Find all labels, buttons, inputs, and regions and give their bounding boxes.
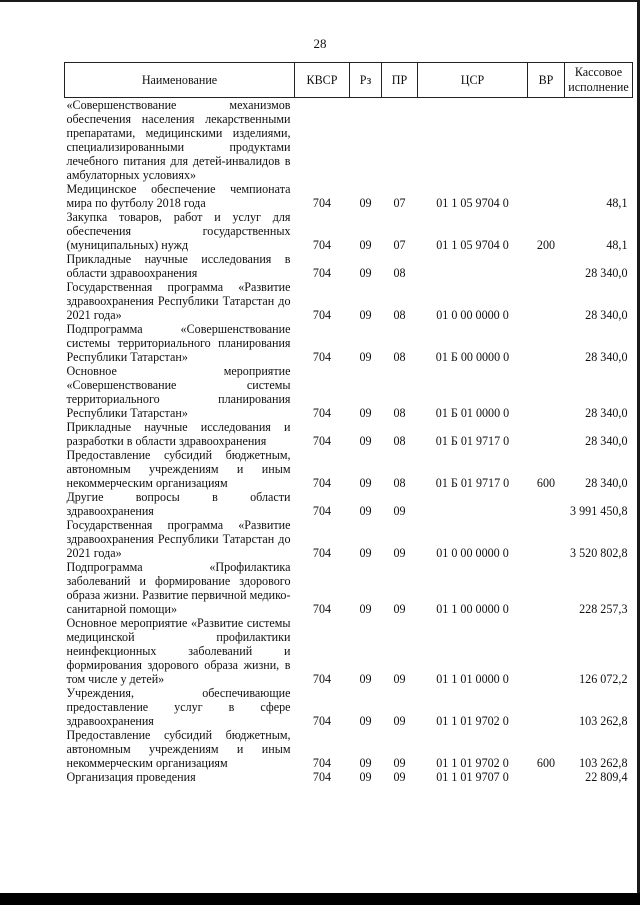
header-cash-execution-line1: Кассовое [574, 65, 623, 79]
header-csr: ЦСР [418, 63, 528, 98]
cell-name: Закупка товаров, работ и услуг для обеспечения государственных (муниципальных) нужд [66, 210, 291, 252]
cell-cash-execution: 22 809,4 [585, 770, 628, 784]
cell-rz: 09 [359, 672, 372, 686]
scan-edge-bottom [0, 893, 640, 905]
cell-name: Государственная программа «Развитие здравоохранения Республики Татарстан до 2021 года» [66, 518, 291, 560]
cell-pr: 09 [393, 770, 406, 784]
cell-rz: 09 [359, 434, 372, 448]
page-number: 28 [313, 36, 327, 51]
cell-kvsr: 704 [312, 476, 332, 490]
table-body [65, 98, 633, 785]
header-vr: ВР [528, 63, 565, 98]
cell-rz: 09 [359, 196, 372, 210]
cell-vr [528, 518, 565, 560]
cell-csr: 01 0 00 0000 0 [436, 546, 509, 560]
cell-csr: 01 1 05 9704 0 [436, 238, 509, 252]
cell-kvsr: 704 [312, 672, 332, 686]
cell-rz: 09 [359, 238, 372, 252]
cell-csr: 01 Б 01 9717 0 [435, 476, 510, 490]
table-row [65, 616, 633, 686]
cell-cash-execution: 103 262,8 [579, 756, 628, 770]
cell-name: Медицинское обеспечение чемпионата мира по футболу 2018 года [66, 182, 291, 210]
cell-csr [418, 252, 528, 280]
header-row [65, 63, 633, 98]
cell-csr: 01 Б 00 0000 0 [435, 350, 510, 364]
cell-kvsr: 704 [312, 756, 332, 770]
header-cash-execution-line2: исполнение [568, 80, 629, 94]
cell-pr: 09 [393, 756, 406, 770]
cell-cash-execution: 3 991 450,8 [570, 504, 628, 518]
cell-name: Другие вопросы в области здравоохранения [66, 490, 291, 518]
cell-csr: 01 1 05 9704 0 [436, 196, 509, 210]
cell-pr [382, 98, 418, 183]
table-row [65, 322, 633, 364]
cell-rz [350, 98, 382, 183]
header-pr: ПР [382, 63, 418, 98]
cell-cash-execution: 28 340,0 [585, 308, 628, 322]
cell-rz: 09 [359, 602, 372, 616]
table-header [65, 63, 633, 98]
cell-csr: 01 1 01 9702 0 [436, 756, 509, 770]
cell-kvsr: 704 [312, 308, 332, 322]
cell-rz: 09 [359, 406, 372, 420]
cell-name: Организация проведения [66, 770, 196, 784]
cell-pr: 09 [393, 602, 406, 616]
cell-cash-execution: 28 340,0 [585, 350, 628, 364]
cell-rz: 09 [359, 350, 372, 364]
table-row [65, 448, 633, 490]
cell-pr: 08 [393, 308, 406, 322]
cell-csr [418, 98, 528, 183]
cell-name: Подпрограмма «Совершенствование системы территориального планирования Республики Татарстан» [66, 322, 291, 364]
cell-cash-execution: 3 520 802,8 [570, 546, 628, 560]
cell-rz: 09 [359, 770, 372, 784]
cell-rz: 09 [359, 476, 372, 490]
cell-vr [528, 560, 565, 616]
cell-rz: 09 [359, 756, 372, 770]
table-row [65, 252, 633, 280]
cell-cash-execution: 28 340,0 [585, 434, 628, 448]
cell-vr [528, 280, 565, 322]
cell-pr: 09 [393, 546, 406, 560]
cell-pr: 07 [393, 238, 406, 252]
cell-name: Основное мероприятие «Развитие системы медицинской профилактики неинфекционных заболеваний и формирования здорового образа жизни, в том числе у детей» [66, 616, 291, 686]
table-row [65, 560, 633, 616]
table-row [65, 182, 633, 210]
cell-vr: 600 [536, 756, 556, 770]
header-kvsr: КВСР [295, 63, 350, 98]
cell-kvsr: 704 [312, 350, 332, 364]
cell-cash-execution: 228 257,3 [579, 602, 628, 616]
cell-name: Государственная программа «Развитие здравоохранения Республики Татарстан до 2021 года» [66, 280, 291, 322]
cell-kvsr: 704 [312, 714, 332, 728]
cell-pr: 08 [393, 476, 406, 490]
cell-vr [528, 686, 565, 728]
cell-name: Основное мероприятие «Совершенствование системы территориального планирования Республики Татарстан» [66, 364, 291, 420]
cell-vr [528, 616, 565, 686]
header-cash-execution [565, 63, 633, 98]
cell-cash-execution: 28 340,0 [585, 406, 628, 420]
cell-csr: 01 Б 01 9717 0 [435, 434, 510, 448]
cell-name: Учреждения, обеспечивающие предоставление услуг в сфере здравоохранения [66, 686, 291, 728]
cell-csr: 01 1 00 0000 0 [436, 602, 509, 616]
cell-pr: 08 [393, 406, 406, 420]
table-row [65, 770, 633, 784]
cell-vr [528, 98, 565, 183]
table-row [65, 364, 633, 420]
cell-pr: 09 [393, 672, 406, 686]
cell-pr: 08 [393, 350, 406, 364]
cell-name: «Совершенствование механизмов обеспечения населения лекарственными препаратами, медицинскими изделиями, специализированными продуктами лечебного питания для детей-инвалидов в амбулаторных условиях» [66, 98, 291, 182]
cell-name: Предоставление субсидий бюджетным, автономным учреждениям и иным некоммерческим организациям [66, 728, 291, 770]
cell-kvsr: 704 [312, 434, 332, 448]
cell-pr: 07 [393, 196, 406, 210]
cell-name: Предоставление субсидий бюджетным, автономным учреждениям и иным некоммерческим организациям [66, 448, 291, 490]
cell-rz: 09 [359, 504, 372, 518]
table-row [65, 518, 633, 560]
cell-vr [528, 364, 565, 420]
cell-cash-execution: 48,1 [606, 238, 628, 252]
cell-name: Подпрограмма «Профилактика заболеваний и формирование здорового образа жизни. Развитие первичной медико-санитарной помощи» [66, 560, 291, 616]
header-name: Наименование [65, 63, 295, 98]
table-row [65, 420, 633, 448]
cell-kvsr: 704 [312, 602, 332, 616]
cell-pr: 08 [393, 266, 406, 280]
cell-csr [418, 490, 528, 518]
cell-vr [528, 182, 565, 210]
cell-cash-execution: 28 340,0 [585, 476, 628, 490]
cell-rz: 09 [359, 308, 372, 322]
cell-kvsr [295, 98, 350, 183]
cell-name: Прикладные научные исследования в области здравоохранения [66, 252, 291, 280]
table-row [65, 686, 633, 728]
cell-csr: 01 0 00 0000 0 [436, 308, 509, 322]
table-row [65, 210, 633, 252]
cell-cash-execution: 28 340,0 [585, 266, 628, 280]
cell-pr: 09 [393, 714, 406, 728]
cell-vr [528, 252, 565, 280]
cell-csr: 01 1 01 0000 0 [436, 672, 509, 686]
cell-cash-execution: 103 262,8 [579, 714, 628, 728]
cell-kvsr: 704 [312, 266, 332, 280]
cell-pr: 09 [393, 504, 406, 518]
cell-kvsr: 704 [312, 504, 332, 518]
cell-vr: 200 [536, 238, 556, 252]
cell-rz: 09 [359, 546, 372, 560]
cell-vr [528, 770, 565, 784]
cell-cash-execution [565, 98, 633, 183]
cell-cash-execution: 48,1 [606, 196, 628, 210]
cell-rz: 09 [359, 714, 372, 728]
cell-csr: 01 1 01 9707 0 [436, 770, 509, 784]
cell-kvsr: 704 [312, 770, 332, 784]
cell-kvsr: 704 [312, 406, 332, 420]
cell-pr: 08 [393, 434, 406, 448]
cell-vr [528, 490, 565, 518]
cell-name: Прикладные научные исследования и разработки в области здравоохранения [66, 420, 291, 448]
cell-rz: 09 [359, 266, 372, 280]
cell-kvsr: 704 [312, 238, 332, 252]
table-row [65, 728, 633, 770]
cell-csr: 01 Б 01 0000 0 [435, 406, 510, 420]
scan-edge-top [0, 0, 640, 2]
table-row [65, 490, 633, 518]
cell-vr [528, 322, 565, 364]
cell-csr: 01 1 01 9702 0 [436, 714, 509, 728]
cell-vr [528, 420, 565, 448]
header-rz: Рз [350, 63, 382, 98]
table-row [65, 98, 633, 183]
cell-kvsr: 704 [312, 546, 332, 560]
cell-vr: 600 [536, 476, 556, 490]
cell-cash-execution: 126 072,2 [579, 672, 628, 686]
budget-execution-table [64, 62, 633, 784]
table-row [65, 280, 633, 322]
cell-kvsr: 704 [312, 196, 332, 210]
